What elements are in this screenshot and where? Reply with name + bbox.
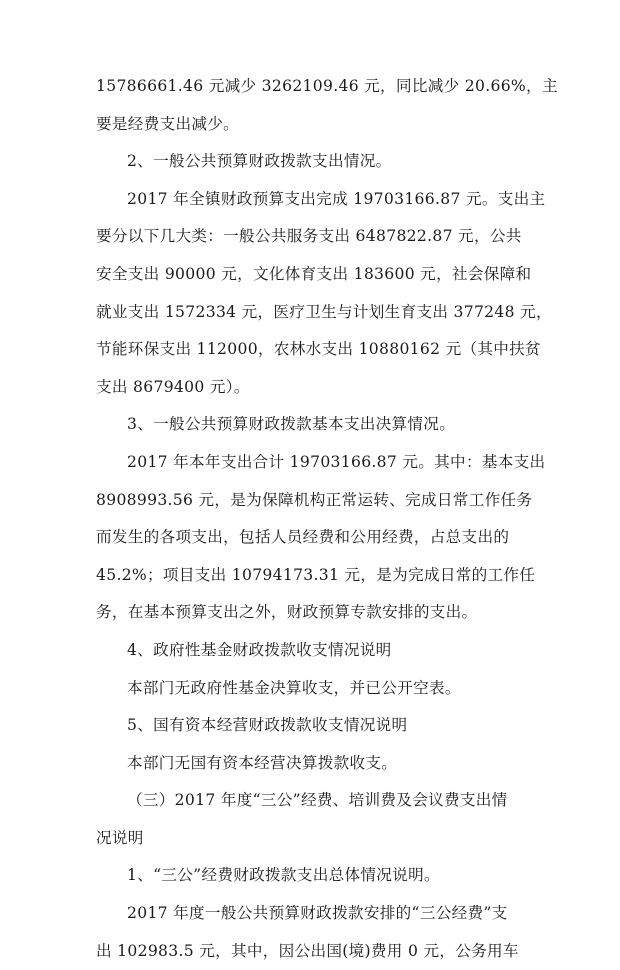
document-line: 2017 年度一般公共预算财政拨款安排的“三公经费”支 xyxy=(127,904,508,923)
document-line: 15786661.46 元减少 3262109.46 元，同比减少 20.66%，主 xyxy=(96,77,558,95)
document-line: 1、“三公”经费财政拨款支出总体情况说明。 xyxy=(127,866,440,885)
document-line: 务，在基本预算支出之外，财政预算专款安排的支出。 xyxy=(96,603,478,622)
document-line: 8908993.56 元，是为保障机构正常运转、完成日常工作任务 xyxy=(96,490,533,509)
document-line: 2017 年全镇财政预算支出完成 19703166.87 元。支出主 xyxy=(127,189,546,208)
document-line: 5、国有资本经营财政拨款收支情况说明 xyxy=(127,716,408,735)
document-line: 支出 8679400 元）。 xyxy=(96,377,250,396)
document-line: 4、政府性基金财政拨款收支情况说明 xyxy=(127,640,392,659)
document-line: 本部门无国有资本经营决算拨款收支。 xyxy=(127,753,398,772)
document-line: 节能环保支出 112000，农林水支出 10880162 元（其中扶贫 xyxy=(96,340,541,359)
document-line: 而发生的各项支出，包括人员经费和公用经费，占总支出的 xyxy=(96,528,510,547)
document-line: 45.2%；项目支出 10794173.31 元，是为完成日常的工作任 xyxy=(96,565,536,584)
document-line: 要分以下几大类：一般公共服务支出 6487822.87 元，公共 xyxy=(96,227,522,246)
document-line: 安全支出 90000 元，文化体育支出 183600 元，社会保障和 xyxy=(96,264,532,283)
document-line: 本部门无政府性基金决算收支，并已公开空表。 xyxy=(127,678,461,697)
document-body xyxy=(96,68,558,970)
document-line: 出 102983.5 元，其中，因公出国(境)费用 0 元，公务用车 xyxy=(96,941,519,960)
document-line: 3、一般公共预算财政拨款基本支出决算情况。 xyxy=(127,415,456,434)
document-line: （三）2017 年度“三公”经费、培训费及会议费支出情 xyxy=(127,791,508,810)
document-line: 况说明 xyxy=(96,828,144,847)
document-line: 就业支出 1572334 元，医疗卫生与计划生育支出 377248 元， xyxy=(96,302,552,321)
document-line: 要是经费支出减少。 xyxy=(96,114,240,133)
document-line: 2017 年本年支出合计 19703166.87 元。其中：基本支出 xyxy=(127,452,546,471)
document-line: 2、一般公共预算财政拨款支出情况。 xyxy=(127,152,392,171)
